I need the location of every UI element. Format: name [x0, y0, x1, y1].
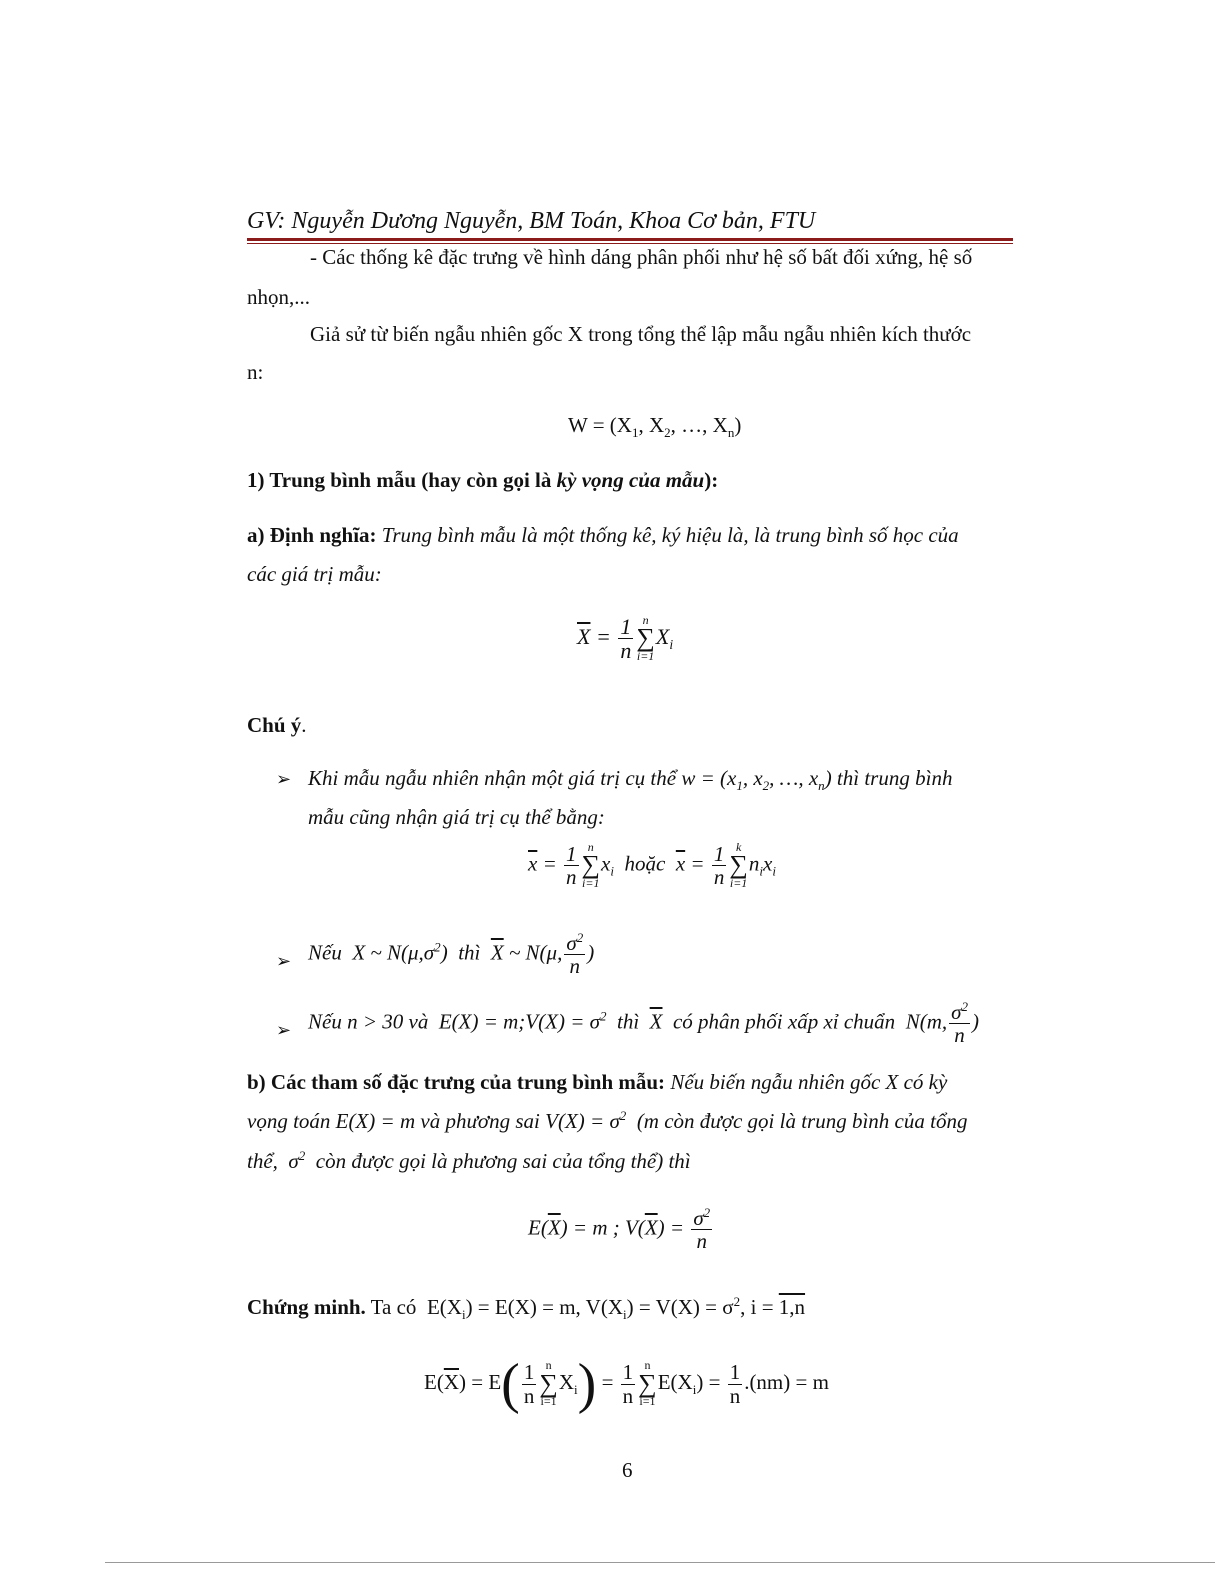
bullet-3-clt-statement: Nếu n > 30 và E(X) = m;V(X) = $\sigma^2$ thì $\overline{X}$ có phân phối xấp xỉ chuẩn N(m, $\frac{\sigma^2}{n}$ )	[308, 999, 979, 1048]
bullet-2-normal-statement: Nếu X ~ $N(\mu,\sigma^2)$ thì $\overline{X}$ ~ N(μ, $\frac{\sigma^2}{n}$ )	[308, 930, 595, 979]
observed-mean-formula: $\overline{x}$ = $\frac{1}{n}$ n ∑ i=1 $x_i$ hoặc $\overline{x}$ = $\frac{1}{n}$ k ∑ i=1 $n_ix_i$	[528, 840, 776, 891]
arrow-bullet-icon: ➢	[276, 951, 292, 971]
definition-line-1: a) Định nghĩa: Trung bình mẫu là một thống kê, ký hiệu là, là trung bình số học của	[247, 523, 959, 547]
definition-line-2: các giá trị mẫu:	[247, 562, 382, 586]
paragraph-1-line-1: - Các thống kê đặc trưng về hình dáng phân phối như hệ số bất đối xứng, hệ số	[310, 245, 973, 269]
page-header: GV: Nguyễn Dương Nguyễn, BM Toán, Khoa Cơ bản, FTU	[247, 208, 816, 234]
section-b-line-3: thể, $\sigma^2$ còn được gọi là phương sai của tổng thể) thì	[247, 1148, 691, 1173]
arrow-bullet-icon: ➢	[276, 769, 292, 789]
sample-mean-formula: $\overline{X}$ = $\frac{1}{n}$ n ∑ i=1 $X_i$	[577, 613, 674, 664]
mean-parameters-formula: $E(\overline{X}) = m$ ; $V(\overline{X})$ = $\frac{\sigma^2}{n}$	[528, 1205, 711, 1254]
arrow-bullet-icon: ➢	[276, 1020, 292, 1040]
paragraph-2-line-1: Giả sử từ biến ngẫu nhiên gốc X trong tổng thể lập mẫu ngẫu nhiên kích thước	[310, 322, 972, 346]
section-1-title: 1) Trung bình mẫu (hay còn gọi là kỳ vọng của mẫu):	[247, 468, 719, 492]
header-rule-thin	[247, 243, 1013, 244]
paragraph-2-line-2: n:	[247, 360, 264, 384]
page-number: 6	[622, 1458, 633, 1482]
bullet-1-line-2: mẫu cũng nhận giá trị cụ thể bằng:	[308, 805, 605, 829]
paragraph-1-line-2: nhọn,...	[247, 285, 310, 309]
header-rule-thick	[247, 238, 1013, 241]
section-b-line-2: vọng toán E(X) = m và phương sai $V(X) = \sigma^2$ (m còn được gọi là trung bình của tổng	[247, 1108, 968, 1133]
proof-line: Chứng minh. Ta có $E(X_i) = E(X) = m$, $V(X_i) = V(X) = \sigma^2$, i = 1,n	[247, 1294, 806, 1323]
sample-formula: $W = (X_1$, $X_2$, …, $X_n$)	[568, 413, 742, 441]
section-b-line-1: b) Các tham số đặc trưng của trung bình mẫu: Nếu biến ngẫu nhiên gốc X có kỳ	[247, 1070, 948, 1094]
proof-expectation-formula: $E(\overline{X}) = E$( $\frac{1}{n}$ n ∑ i=1 $X_i$) = $\frac{1}{n}$ n ∑ i=1 $E(X_i)$ = $\frac{1}{n}$ .(nm) = m	[424, 1353, 829, 1415]
bottom-page-edge	[105, 1562, 1215, 1563]
note-heading: Chú ý.	[247, 713, 307, 737]
bullet-1-line-1: Khi mẫu ngẫu nhiên nhận một giá trị cụ thể $w = (x_1$, $x_2$, …, $x_n$) thì trung bình	[308, 766, 953, 794]
